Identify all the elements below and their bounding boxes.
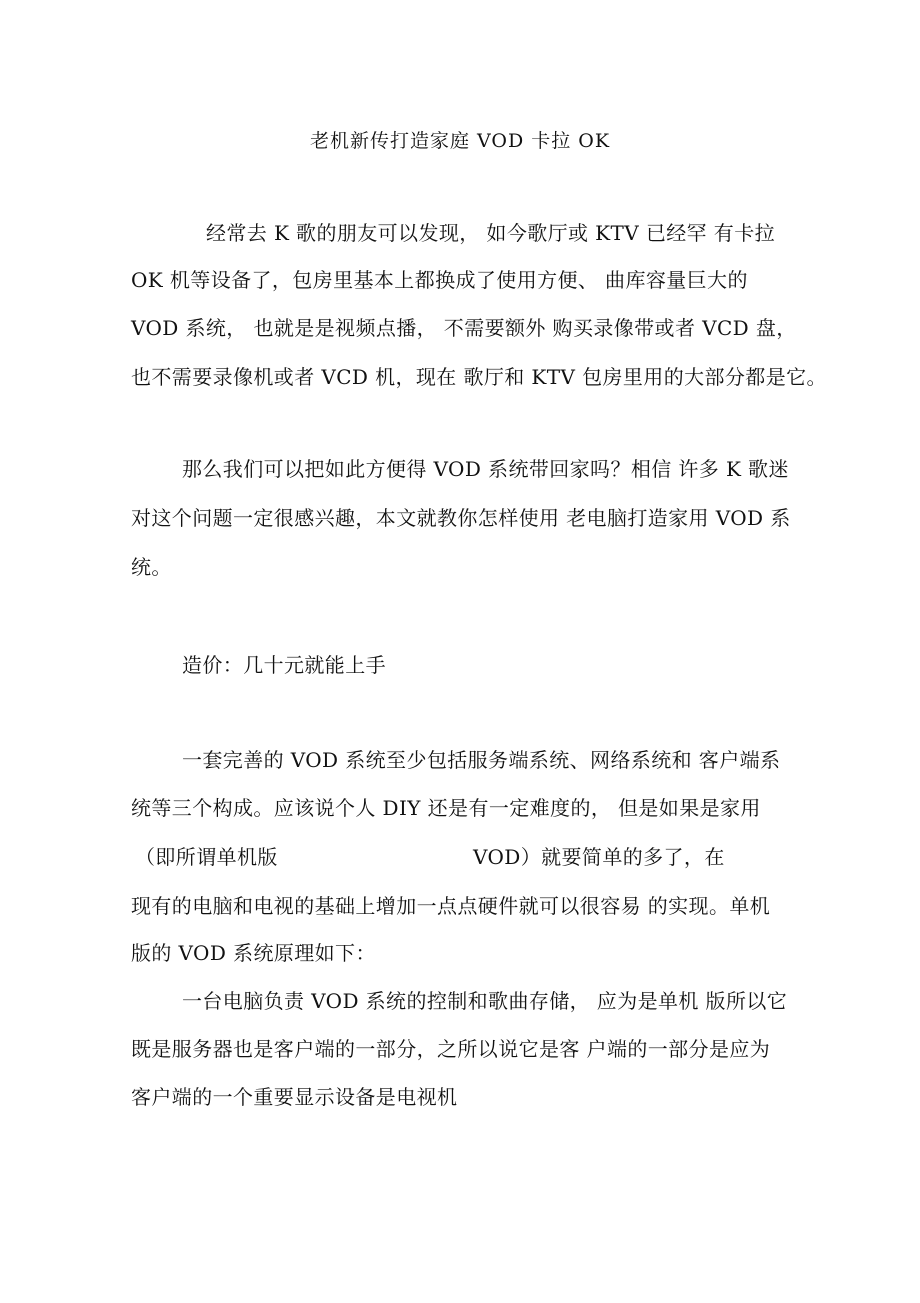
- paragraph-1-line-1: 经常去 K 歌的朋友可以发现， 如今歌厅或 KTV 已经罕 有卡拉: [206, 221, 776, 245]
- paragraph-3-line-3b: VOD）就要简单的多了，在: [473, 845, 725, 869]
- document-title: 老机新传打造家庭 VOD 卡拉 OK: [309, 130, 611, 152]
- paragraph-1-line-3: VOD 系统， 也就是是视频点播， 不需要额外 购买录像带或者 VCD 盘，: [131, 316, 797, 340]
- paragraph-3-line-2: 统等三个构成。应该说个人 DIY 还是有一定难度的， 但是如果是家用: [131, 796, 761, 820]
- paragraph-3-line-3a: （即所谓单机版: [135, 845, 278, 869]
- paragraph-4-line-1: 一台电脑负责 VOD 系统的控制和歌曲存储， 应为是单机 版所以它: [182, 989, 788, 1013]
- paragraph-1-line-2: OK 机等设备了，包房里基本上都换成了使用方便、 曲库容量巨大的: [131, 268, 748, 292]
- paragraph-4-line-2: 既是服务器也是客户端的一部分，之所以说它是客 户端的一部分是应为: [131, 1037, 771, 1061]
- paragraph-3-line-4: 现有的电脑和电视的基础上增加一点点硬件就可以很容易 的实现。单机: [131, 894, 771, 918]
- paragraph-2-line-1: 那么我们可以把如此方便得 VOD 系统带回家吗？相信 许多 K 歌迷: [182, 457, 789, 481]
- paragraph-2-line-2: 对这个问题一定很感兴趣，本文就教你怎样使用 老电脑打造家用 VOD 系: [131, 506, 791, 530]
- paragraph-3-line-1: 一套完善的 VOD 系统至少包括服务端系统、网络系统和 客户端系: [182, 748, 781, 772]
- paragraph-2-line-3: 统。: [131, 555, 172, 579]
- paragraph-3-line-5: 版的 VOD 系统原理如下：: [131, 941, 376, 965]
- paragraph-4-line-3: 客户端的一个重要显示设备是电视机: [131, 1085, 458, 1109]
- paragraph-1-line-4: 也不需要录像机或者 VCD 机，现在 歌厅和 KTV 包房里用的大部分都是它。: [131, 365, 827, 389]
- cost-subheading: 造价：几十元就能上手: [182, 653, 386, 677]
